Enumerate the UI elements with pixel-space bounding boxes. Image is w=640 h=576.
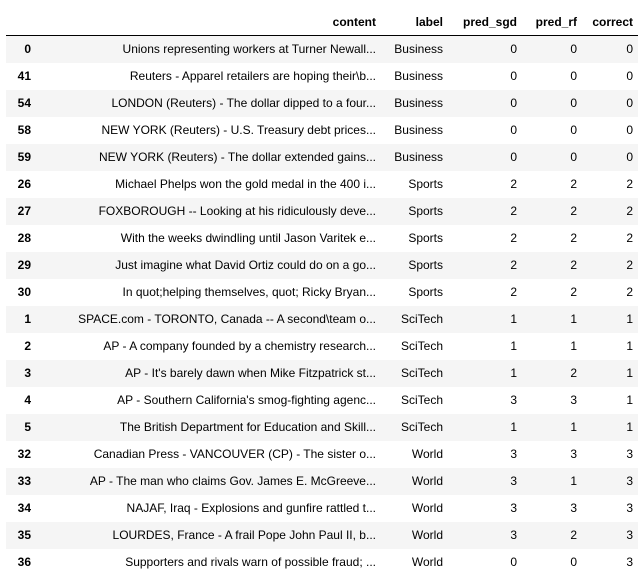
cell-label: SciTech [400, 420, 443, 434]
cell-pred-rf: 0 [570, 69, 577, 83]
cell-pred-rf: 2 [570, 528, 577, 542]
table-row [6, 414, 638, 441]
table-row [6, 387, 638, 414]
cell-pred-sgd: 0 [510, 150, 517, 164]
cell-content: Supporters and rivals warn of possible fraud; ... [125, 555, 376, 569]
cell-pred-rf: 2 [570, 231, 577, 245]
cell-pred-sgd: 2 [510, 285, 517, 299]
header-label: label [381, 9, 448, 36]
cell-label: SciTech [400, 366, 443, 380]
row-index: 33 [17, 474, 31, 488]
cell-label: Sports [408, 285, 443, 299]
cell-label: World [411, 501, 443, 515]
row-index: 3 [24, 366, 31, 380]
table-row [6, 198, 638, 225]
table-row [6, 306, 638, 333]
cell-pred-sgd: 2 [510, 258, 517, 272]
header-index [6, 9, 36, 36]
row-index: 27 [17, 204, 31, 218]
cell-label: Sports [408, 204, 443, 218]
cell-correct: 0 [626, 96, 633, 110]
row-index: 54 [17, 96, 31, 110]
cell-content: Canadian Press - VANCOUVER (CP) - The sister o... [93, 447, 376, 461]
table-row [6, 279, 638, 306]
cell-label: SciTech [400, 393, 443, 407]
row-index: 26 [17, 177, 31, 191]
cell-correct: 1 [626, 339, 633, 353]
cell-pred-sgd: 3 [510, 447, 517, 461]
cell-pred-rf: 1 [570, 474, 577, 488]
cell-correct: 1 [626, 366, 633, 380]
table-row [6, 117, 638, 144]
cell-content: AP - A company founded by a chemistry research... [103, 339, 376, 353]
cell-pred-sgd: 3 [510, 474, 517, 488]
cell-content: AP - Southern California's smog-fighting agenc... [117, 393, 376, 407]
table-row [6, 549, 638, 576]
table-row [6, 63, 638, 90]
cell-content: Michael Phelps won the gold medal in the 400 i... [115, 177, 376, 191]
cell-label: Business [394, 96, 443, 110]
cell-correct: 1 [626, 312, 633, 326]
row-index: 59 [17, 150, 31, 164]
table-row [6, 36, 638, 63]
header-pred-rf: pred_rf [522, 9, 582, 36]
cell-pred-sgd: 0 [510, 555, 517, 569]
cell-pred-sgd: 1 [510, 339, 517, 353]
header-row [6, 9, 638, 36]
cell-pred-rf: 3 [570, 393, 577, 407]
cell-pred-rf: 2 [570, 258, 577, 272]
cell-pred-sgd: 0 [510, 123, 517, 137]
cell-correct: 0 [626, 150, 633, 164]
cell-pred-rf: 1 [570, 339, 577, 353]
cell-pred-sgd: 1 [510, 366, 517, 380]
row-index: 58 [17, 123, 31, 137]
cell-content: Just imagine what David Ortiz could do on a go... [115, 258, 376, 272]
cell-pred-sgd: 2 [510, 204, 517, 218]
cell-pred-rf: 3 [570, 447, 577, 461]
cell-label: Business [394, 150, 443, 164]
cell-content: With the weeks dwindling until Jason Varitek e... [120, 231, 376, 245]
table-row [6, 90, 638, 117]
cell-correct: 0 [626, 69, 633, 83]
table-row [6, 144, 638, 171]
table-row [6, 495, 638, 522]
table-row [6, 252, 638, 279]
table-row [6, 171, 638, 198]
cell-content: Unions representing workers at Turner Newall... [122, 42, 376, 57]
cell-pred-sgd: 0 [510, 42, 517, 57]
cell-content: LOURDES, France - A frail Pope John Paul II, b... [112, 528, 376, 542]
cell-label: Sports [408, 177, 443, 191]
cell-content: NEW YORK (Reuters) - The dollar extended gains... [98, 150, 376, 164]
cell-pred-sgd: 2 [510, 231, 517, 245]
cell-pred-rf: 2 [570, 285, 577, 299]
cell-content: In quot;helping themselves, quot; Ricky Bryan... [122, 285, 376, 299]
cell-content: AP - It's barely dawn when Mike Fitzpatrick st... [125, 366, 376, 380]
cell-correct: 2 [626, 285, 633, 299]
row-index: 1 [24, 312, 31, 326]
table-row [6, 522, 638, 549]
cell-pred-rf: 3 [570, 501, 577, 515]
cell-content: AP - The man who claims Gov. James E. McGreeve... [89, 474, 376, 488]
row-index: 2 [24, 339, 31, 353]
header-pred-sgd: pred_sgd [448, 9, 522, 36]
row-index: 32 [17, 447, 31, 461]
cell-pred-rf: 1 [570, 312, 577, 326]
cell-pred-rf: 0 [570, 150, 577, 164]
cell-pred-sgd: 0 [510, 96, 517, 110]
table-body [6, 36, 638, 576]
table-row [6, 468, 638, 495]
dataframe-table [6, 9, 638, 576]
row-index: 34 [17, 501, 31, 515]
cell-pred-rf: 2 [570, 366, 577, 380]
cell-content: NAJAF, Iraq - Explosions and gunfire rattled t... [126, 501, 376, 515]
cell-content: Reuters - Apparel retailers are hoping their\b... [129, 69, 376, 83]
cell-correct: 2 [626, 204, 633, 218]
cell-pred-sgd: 1 [510, 312, 517, 326]
cell-content: LONDON (Reuters) - The dollar dipped to a four... [111, 96, 376, 110]
cell-label: Business [394, 42, 443, 57]
row-index: 5 [24, 420, 31, 434]
cell-content: SPACE.com - TORONTO, Canada -- A second\team o... [78, 312, 376, 326]
cell-pred-rf: 0 [570, 555, 577, 569]
row-index: 41 [17, 69, 31, 83]
cell-content: NEW YORK (Reuters) - U.S. Treasury debt prices... [101, 123, 376, 137]
row-index: 0 [24, 42, 31, 57]
cell-correct: 3 [626, 447, 633, 461]
cell-pred-sgd: 1 [510, 420, 517, 434]
cell-pred-rf: 0 [570, 42, 577, 57]
cell-label: World [411, 447, 443, 461]
cell-content: FOXBOROUGH -- Looking at his ridiculously deve... [98, 204, 376, 218]
cell-correct: 1 [626, 393, 633, 407]
row-index: 36 [17, 555, 31, 569]
cell-label: World [411, 474, 443, 488]
table-header [6, 9, 638, 36]
header-content: content [36, 9, 381, 36]
cell-correct: 2 [626, 258, 633, 272]
table-row [6, 360, 638, 387]
table-row [6, 441, 638, 468]
row-index: 28 [17, 231, 31, 245]
cell-pred-rf: 2 [570, 177, 577, 191]
cell-label: SciTech [400, 339, 443, 353]
cell-pred-rf: 0 [570, 123, 577, 137]
cell-pred-rf: 0 [570, 96, 577, 110]
cell-correct: 0 [626, 123, 633, 137]
table-row [6, 225, 638, 252]
cell-label: SciTech [400, 312, 443, 326]
cell-pred-sgd: 3 [510, 393, 517, 407]
cell-correct: 3 [626, 501, 633, 515]
cell-pred-rf: 1 [570, 420, 577, 434]
cell-label: Business [394, 69, 443, 83]
row-index: 4 [24, 393, 31, 407]
cell-label: Business [394, 123, 443, 137]
cell-correct: 1 [626, 420, 633, 434]
cell-label: Sports [408, 231, 443, 245]
cell-pred-rf: 2 [570, 204, 577, 218]
cell-label: Sports [408, 258, 443, 272]
cell-pred-sgd: 0 [510, 69, 517, 83]
row-index: 30 [17, 285, 31, 299]
cell-label: World [411, 555, 443, 569]
row-index: 29 [17, 258, 31, 272]
cell-content: The British Department for Education and Skill... [119, 420, 376, 434]
cell-correct: 2 [626, 231, 633, 245]
table-row [6, 333, 638, 360]
header-correct: correct [582, 9, 638, 36]
cell-correct: 3 [626, 528, 633, 542]
cell-pred-sgd: 3 [510, 528, 517, 542]
cell-label: World [411, 528, 443, 542]
cell-correct: 2 [626, 177, 633, 191]
row-index: 35 [17, 528, 31, 542]
cell-pred-sgd: 2 [510, 177, 517, 191]
cell-correct: 3 [626, 555, 633, 569]
cell-correct: 3 [626, 474, 633, 488]
cell-correct: 0 [626, 42, 633, 57]
cell-pred-sgd: 3 [510, 501, 517, 515]
